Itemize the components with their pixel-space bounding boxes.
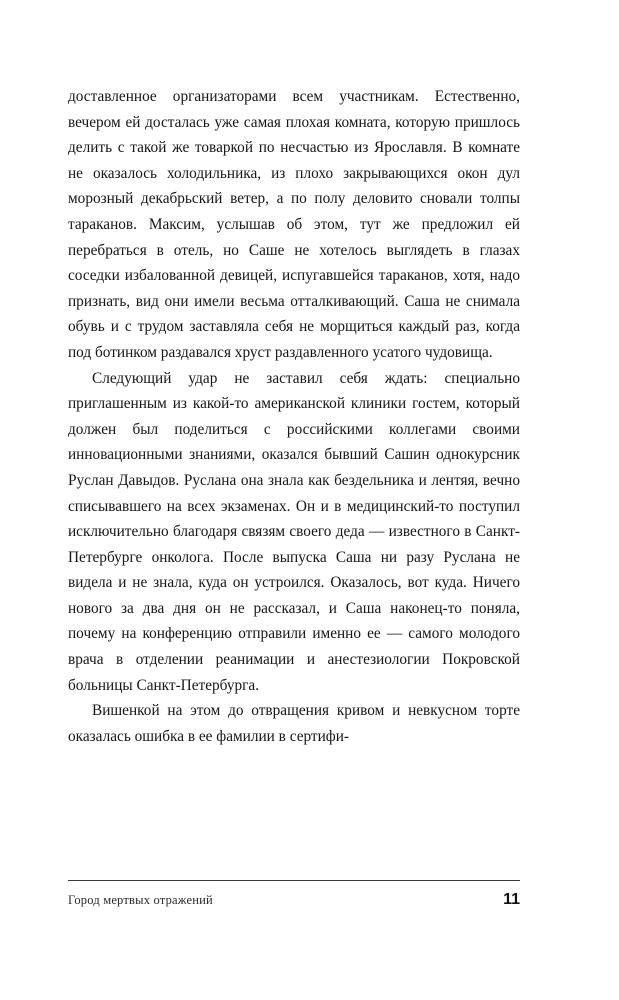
running-title: Город мертвых отражений	[68, 893, 213, 907]
paragraph: Вишенкой на этом до отвращения кривом и невкусном торте оказалась ошибка в ее фамилии в сертифи-	[68, 702, 520, 745]
paragraph: Следующий удар не заставил себя ждать: специально приглашенным из какой-то американской клиники гостем, который должен был поделиться с российскими коллегами своими инновационными знаниями, оказался бывший Сашин однокурсник Руслан Давыдов. Руслана она знала как бездельника и лентяя, вечно списывавшего на всех экзаменах. Он и в медицинский-то поступил исключительно благодаря связям своего деда — известного в Санкт-Петербурге онколога. После выпуска Саша ни разу Руслана не видела и не знала, куда он устроился. Оказалось, вот куда. Ничего нового за два дня он не рассказал, и Саша наконец-то поняла, почему на конференцию отправили именно ее — самого молодого врача в отделении реанимации и анестезиологии Покровской больницы Санкт-Петербурга.	[68, 369, 520, 694]
footer-row	[68, 891, 520, 909]
paragraph: доставленное организаторами всем участникам. Естественно, вечером ей досталась уже самая плохая комната, которую пришлось делить с такой же товаркой по несчастью из Ярославля. В комнате не оказалось холодильника, из плохо закрывающихся окон дул морозный декабрьский ветер, а по полу деловито сновали толпы тараканов. Максим, услышав об этом, тут же предложил ей перебраться в отель, но Саше не хотелось выглядеть в глазах соседки избалованной девицей, испугавшейся тараканов, хотя, надо признать, вид они имели весьма отталкивающий. Саша не снимала обувь и с трудом заставляла себя не морщиться каждый раз, когда под ботинком раздавался хруст раздавленного усатого чудовища.	[68, 88, 520, 361]
page-footer	[68, 880, 520, 909]
body-text	[68, 84, 520, 749]
footer-divider	[68, 880, 520, 881]
page-number: 11	[503, 891, 520, 908]
